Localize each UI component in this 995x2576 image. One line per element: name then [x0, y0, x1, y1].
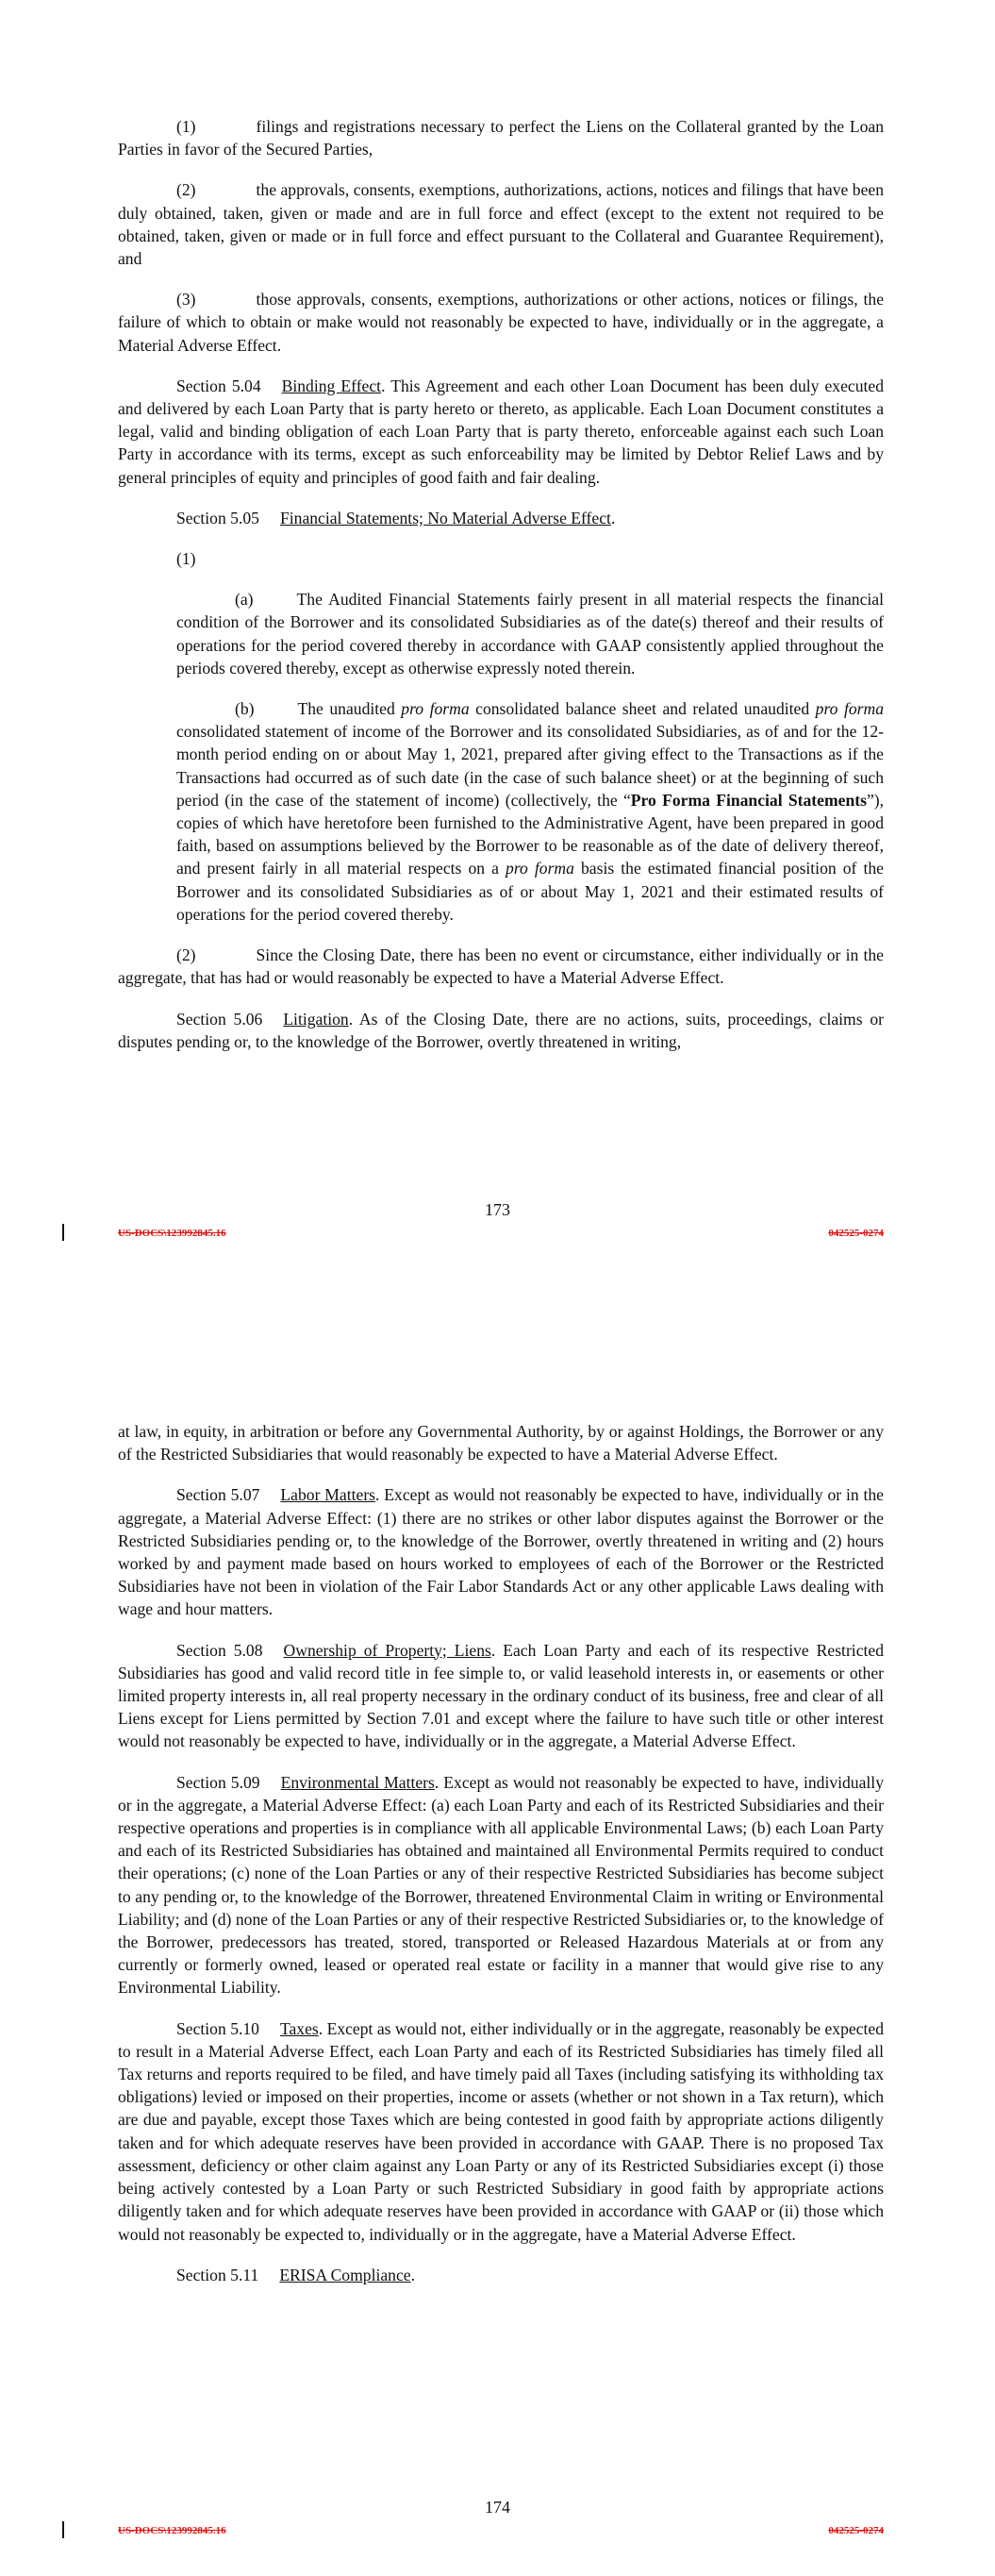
clause-number: (3)	[176, 290, 196, 309]
clause-text: those approvals, consents, exemptions, authorizations or other actions, notices or filings, the failure of which to obtain or make would not reasonably be expected to have, individually or in the aggregate, a Material Adverse Effect.	[118, 290, 884, 355]
section-text: . Except as would not reasonably be expected to have, individually or in the aggregate, a Material Adverse Effect: (1) there are no strikes or other labor disputes against the Borrower or the Restricted Subsidiaries pending or, to the knowledge of the Borrower, overtly threatened in writing and (2) hours worked by and payment made based on hours worked to employees of each of the Borrower or the Restricted Subsidiaries have not been in violation of the Fair Labor Standards Act or any other applicable Laws dealing with wage and hour matters.	[118, 1485, 884, 1619]
section-label: Section 5.07	[176, 1485, 260, 1505]
page-174	[0, 1378, 995, 2576]
page-number: 174	[485, 2498, 510, 2517]
clause-number: (1)	[176, 117, 196, 136]
clause-2	[118, 178, 884, 270]
clause-text: filings and registrations necessary to perfect the Liens on the Collateral granted by the Loan Parties in favor of the Secured Parties,	[118, 117, 884, 159]
page-173	[0, 0, 995, 1283]
section-text: . Except as would not, either individually or in the aggregate, reasonably be expected to result in a Material Adverse Effect, each Loan Party and each of its Restricted Subsidiaries has timely filed all Tax returns and reports required to be filed, and have timely paid all Taxes (including satisfying its withholding tax obligations) levied or imposed on their properties, income or assets (whether or not shown in a Tax return), which are due and payable, except those Taxes which are being contested in good faith by appropriate actions diligently taken and for which adequate reserves have been provided in accordance with GAAP. There is no proposed Tax assessment, deficiency or other claim against any Loan Party or any of its Restricted Subsidiaries except (i) those being actively contested by a Loan Party or such Restricted Subsidiary in good faith by appropriate actions diligently taken and for which adequate reserves have been provided in accordance with GAAP or (ii) those which would not reasonably be expected to, individually or in the aggregate, have a Material Adverse Effect.	[118, 2018, 884, 2244]
page-number: 173	[485, 1200, 510, 1219]
section-5-09	[118, 1771, 884, 1999]
section-title: Financial Statements; No Material Adverse Effect	[279, 508, 611, 527]
page-174-body	[118, 1420, 884, 2304]
section-5-08	[118, 1639, 884, 1753]
clause-number: (1)	[176, 549, 196, 569]
footer-matter-no: 042525-0274	[828, 2525, 884, 2536]
continuation-text: at law, in equity, in arbitration or before any Governmental Authority, by or against Holdings, the Borrower or any of the Restricted Subsidiaries that would reasonably be expected to have a Material Adverse Effect.	[118, 1422, 884, 1464]
section-5-05-sub-2	[118, 944, 884, 989]
clause-text: The Audited Financial Statements fairly present in all material respects the financial condition of the Borrower and its consolidated Subsidiaries as of the date(s) thereof and their results of operations for the period covered thereby in accordance with GAAP consistently applied throughout the periods covered thereby, except as otherwise expressly noted therein.	[176, 590, 884, 677]
section-title: Taxes	[279, 2018, 319, 2038]
footer-matter-no: 042525-0274	[828, 1228, 884, 1239]
italic-term: pro forma	[401, 699, 470, 719]
clause-text: ”), copies of which have heretofore been furnished to the Administrative Agent, have been prepared in good faith, based on assumptions believed by the Borrower to be reasonable as of the date of delivery thereof, and present fairly in all material respects on a	[176, 790, 885, 878]
section-label: Section 5.09	[176, 1772, 260, 1792]
section-label: Section 5.04	[176, 376, 261, 395]
section-text: . This Agreement and each other Loan Document has been duly executed and delivered by each Loan Party that is party hereto or thereto, as applicable. Each Loan Document constitutes a legal, valid and binding obligation of each Loan Party that is party thereto, enforceable against each such Loan Party in accordance with its terms, except as such enforceability may be limited by Debtor Relief Laws and by general principles of equity and principles of good faith and fair dealing.	[118, 376, 884, 487]
section-5-05	[118, 507, 884, 529]
section-text: . Except as would not reasonably be expected to have, individually or in the aggregate, a Material Adverse Effect: (a) each Loan Party and each of its Restricted Subsidiaries and their respective operations and properties is in compliance with all applicable Environmental Laws; (b) each Loan Party and each of its Restricted Subsidiaries has obtained and maintained all Environmental Permits required to conduct their operations; (c) none of the Loan Parties or any of their respective Restricted Subsidiaries has become subject to any pending or, to the knowledge of the Borrower, threatened Environmental Claim in writing or Environmental Liability; and (d) none of the Loan Parties or any of their respective Restricted Subsidiaries or, to the knowledge of the Borrower, predecessors has treated, stored, transported or Released Hazardous Materials at or from any currently or formerly owned, leased or operated real estate or facility in a manner that would give rise to any Environmental Liability.	[118, 1772, 884, 1998]
section-5-11	[118, 2264, 884, 2286]
section-5-04	[118, 375, 884, 489]
period: .	[410, 2265, 415, 2284]
section-label: Section 5.06	[176, 1009, 263, 1029]
section-title: Labor Matters	[280, 1485, 376, 1505]
section-title: Ownership of Property; Liens	[283, 1640, 491, 1660]
footer-doc-id: US-DOCS\123992845.16	[118, 1228, 226, 1239]
clause-text: consolidated statement of income of the Borrower and its consolidated Subsidiaries, as of and for the 12-month period ending on or about May 1, 2021, prepared after giving effect to the Transactions as if the Transactions had occurred as of such date (in the case of such balance sheet) or at the beginning of such period (in the case of the statement of income) (collectively, the “	[176, 722, 884, 810]
section-5-05-sub-1	[118, 547, 884, 570]
clause-3	[118, 288, 884, 357]
change-bar	[62, 2521, 64, 2538]
section-label: Section 5.11	[176, 2265, 259, 2284]
clause-number: (2)	[176, 945, 196, 965]
section-label: Section 5.08	[176, 1640, 263, 1660]
section-text: . As of the Closing Date, there are no actions, suits, proceedings, claims or disputes pending or, to the knowledge of the Borrower, overtly threatened in writing,	[118, 1009, 884, 1051]
page-173-body	[118, 115, 884, 1071]
clause-text: basis the estimated financial position of the Borrower and its consolidated Subsidiaries as of or about May 1, 2021 and their estimated results of operations for the period covered thereby.	[176, 859, 884, 924]
italic-term: pro forma	[815, 699, 884, 719]
clause-1	[118, 115, 884, 160]
period: .	[610, 508, 616, 527]
change-bar	[62, 1224, 64, 1241]
section-title: Binding Effect	[281, 376, 382, 395]
section-5-06	[118, 1008, 884, 1053]
section-title: ERISA Compliance	[279, 2265, 411, 2284]
clause-text: The unaudited	[297, 699, 402, 719]
section-label: Section 5.10	[176, 2018, 259, 2038]
section-text: . Each Loan Party and each of its respective Restricted Subsidiaries has good and valid record title in fee simple to, or valid leasehold interests in, or easements or other limited property interests in, all real property necessary in the ordinary conduct of its business, free and clear of all Liens except for Liens permitted by Section 7.01 and except where the failure to have such title or other interest would not reasonably be expected to have, individually or in the aggregate, a Material Adverse Effect.	[118, 1640, 884, 1751]
defined-term: Pro Forma Financial Statements	[630, 790, 867, 810]
footer-doc-id: US-DOCS\123992845.16	[118, 2525, 226, 2536]
clause-text: consolidated balance sheet and related unaudited	[469, 699, 816, 719]
clause-text: Since the Closing Date, there has been no event or circumstance, either individually or in the aggregate, that has had or would reasonably be expected to have a Material Adverse Effect.	[118, 945, 884, 988]
section-title: Litigation	[283, 1009, 349, 1029]
section-5-10	[118, 2017, 884, 2246]
section-label: Section 5.05	[176, 508, 259, 527]
clause-number: (b)	[235, 699, 255, 719]
clause-b	[176, 697, 884, 926]
italic-term: pro forma	[506, 859, 574, 878]
clause-number: (a)	[235, 590, 254, 610]
clause-text: the approvals, consents, exemptions, authorizations, actions, notices and filings that have been duly obtained, taken, given or made and are in full force and effect (except to the extent not required to be obtained, taken, given or made or in full force and effect pursuant to the Collateral and Guarantee Requirement), and	[118, 180, 884, 269]
section-title: Environmental Matters	[280, 1772, 435, 1792]
clause-a	[176, 588, 884, 679]
section-5-07	[118, 1483, 884, 1620]
clause-number: (2)	[176, 180, 196, 200]
